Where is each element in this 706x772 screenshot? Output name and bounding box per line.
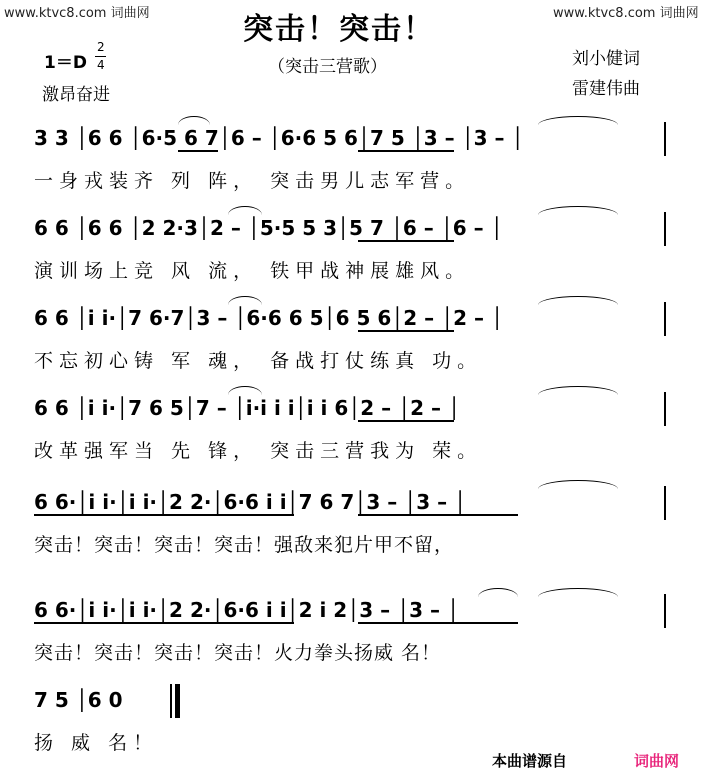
- notes-line: 6 6·│i i·│i i·│2 2·│6·6 i i│7 6 7│3 – │3 – │: [34, 490, 467, 514]
- watermark-right: www.ktvc8.com 词曲网: [553, 6, 699, 21]
- composer: 雷建伟曲: [572, 79, 640, 99]
- time-signature-bottom: 4: [97, 58, 105, 72]
- lyric-line: 一身戎装齐 列 阵， 突击男儿志军营。: [34, 170, 471, 192]
- notes-line: 6 6 │i i·│7 6·7│3 – │6·6 6 5│6 5 6│2 – │2 – │: [34, 306, 504, 330]
- notes-line: 7 5 │6 0: [34, 688, 123, 712]
- lyric-line: 突击！突击！突击！突击！火力拳头扬威 名！: [34, 642, 442, 664]
- score-system-4: [0, 388, 706, 468]
- underline-beam: [34, 622, 294, 624]
- underline-beam: [358, 420, 454, 422]
- lyric-line: 演训场上竞 风 流， 铁甲战神展雄风。: [34, 260, 471, 282]
- slur: [478, 588, 518, 597]
- score-system-5: [0, 482, 706, 562]
- score-system-2: [0, 208, 706, 288]
- final-bar-thick: [175, 684, 180, 718]
- tie: [538, 480, 618, 489]
- time-signature-line: [95, 56, 106, 57]
- underline-beam: [34, 514, 294, 516]
- lyric-line: 突击！突击！突击！突击！强敌来犯片甲不留，: [34, 534, 455, 556]
- slur: [228, 386, 262, 395]
- tie: [538, 588, 618, 597]
- lyric-line: 扬 威 名！: [34, 732, 159, 754]
- watermark-left: www.ktvc8.com 词曲网: [4, 6, 150, 21]
- underline-beam: [358, 150, 454, 152]
- final-bar-thin: [170, 684, 172, 718]
- score-system-6: [0, 590, 706, 670]
- underline-beam: [358, 240, 454, 242]
- slur: [228, 206, 262, 215]
- bar-line: [664, 212, 666, 246]
- bar-line: [664, 392, 666, 426]
- underline-beam: [358, 622, 518, 624]
- slur: [228, 296, 262, 305]
- underline-beam: [358, 514, 518, 516]
- song-title: 突击！突击！: [243, 12, 435, 47]
- slur: [178, 116, 210, 125]
- notes-line: 3 3 │6 6 │6·5 6 7│6 – │6·6 5 6│7 5 │3 – │3 – │: [34, 126, 524, 150]
- score-system-3: [0, 298, 706, 378]
- bar-line: [664, 594, 666, 628]
- tie: [538, 386, 618, 395]
- song-subtitle: （突击三营歌）: [268, 57, 387, 77]
- footer-source: 本曲谱源自: [492, 752, 568, 770]
- bar-line: [664, 122, 666, 156]
- underline-beam: [358, 330, 454, 332]
- underline-beam: [178, 150, 218, 152]
- lyric-line: 改革强军当 先 锋， 突击三营我为 荣。: [34, 440, 483, 462]
- score-system-7: [0, 680, 706, 760]
- time-signature-top: 2: [97, 40, 105, 54]
- notes-line: 6 6 │i i·│7 6 5│7 – │i·i i i│i i 6│2 – │2 – │: [34, 396, 461, 420]
- tempo-marking: 激昂奋进: [42, 85, 110, 105]
- tie: [538, 206, 618, 215]
- notes-line: 6 6 │6 6 │2 2·3│2 – │5·5 5 3│5 7 │6 – │6 – │: [34, 216, 503, 240]
- lyricist: 刘小健词: [572, 49, 640, 69]
- tie: [538, 116, 618, 125]
- notes-line: 6 6·│i i·│i i·│2 2·│6·6 i i│2 i 2│3 – │3 – │: [34, 598, 460, 622]
- bar-line: [664, 302, 666, 336]
- tie: [538, 296, 618, 305]
- footer-brand-link[interactable]: 词曲网: [634, 752, 680, 770]
- bar-line: [664, 486, 666, 520]
- score-system-1: [0, 118, 706, 198]
- lyric-line: 不忘初心铸 军 魂， 备战打仗练真 功。: [34, 350, 483, 372]
- key-signature: 1＝D: [44, 53, 87, 73]
